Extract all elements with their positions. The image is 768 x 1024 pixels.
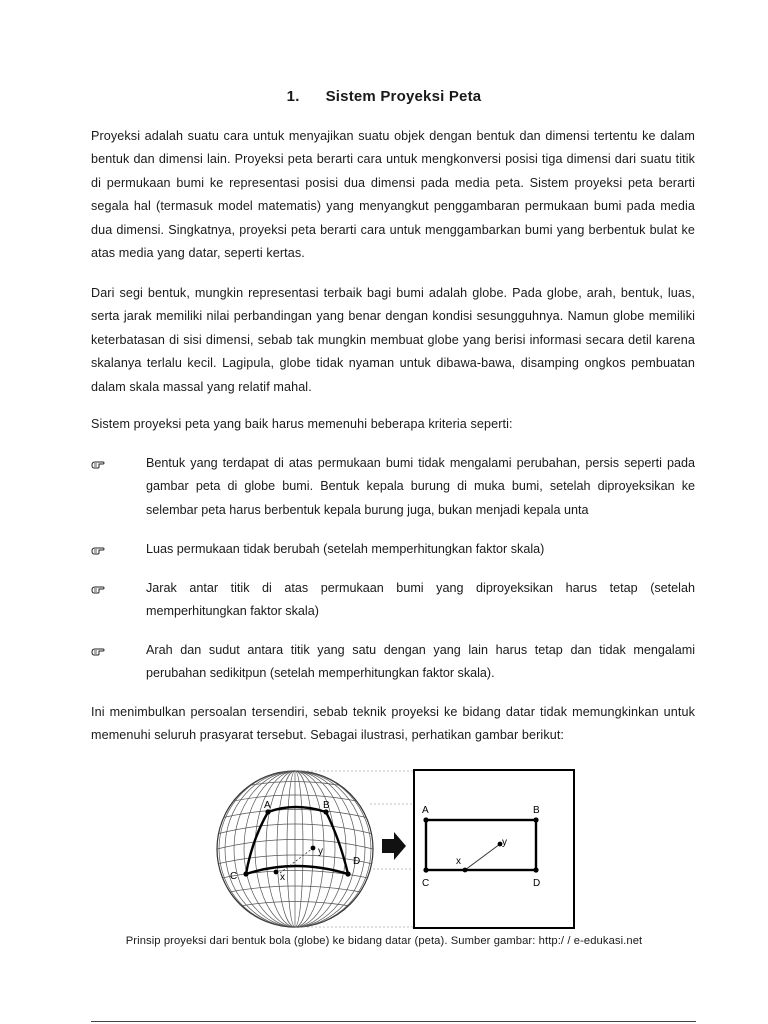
map-label-a: A [422,805,429,816]
projection-figure [210,764,580,934]
pointing-hand-icon [91,584,105,594]
globe-illustration [217,771,373,927]
map-label-x: x [456,856,461,867]
globe-label-a: A [264,800,271,811]
pointing-hand-icon [91,459,105,469]
footer-divider [91,1021,696,1022]
map-label-c: C [422,878,430,889]
criteria-text: Jarak antar titik di atas permukaan bumi yang diproyeksikan harus tetap (setelah memperhitungkan faktor skala) [146,581,695,619]
section-heading [0,88,768,105]
criteria-text: Arah dan sudut antara titik yang satu dengan yang lain harus tetap dan tidak mengalami perubahan sedikitpun (setelah memperhitungkan faktor skala). [146,643,695,681]
figure-caption: Prinsip proyeksi dari bentuk bola (globe) ke bidang datar (peta). Sumber gambar: http:/ / e-edukasi.net [125,935,643,947]
globe-label-x: x [280,872,285,883]
paragraph-definition: Proyeksi adalah suatu cara untuk menyajikan suatu objek dengan bentuk dan dimensi tertentu ke dalam bentuk dan dimensi lain. Proyeksi peta berarti cara untuk mengkonversi posisi tiga dimensi dari suatu titik di permukaan bumi ke representasi posisi dua dimensi pada media peta. Sistem proyeksi peta berarti segala hal (termasuk model matematis) yang menyangkut penggambaran permukaan bumi pada media dua dimensi. Singkatnya, proyeksi peta berarti cara untuk menggambarkan bumi yang berbentuk bulat ke atas media yang datar, seperti kertas. [91,129,695,261]
paragraph-illustration: Ini menimbulkan persoalan tersendiri, sebab teknik proyeksi ke bidang datar tidak memungkinkan untuk memenuhi seluruh prasyarat tersebut. Sebagai ilustrasi, perhatikan gambar berikut: [91,705,695,743]
flat-map-illustration [414,770,574,928]
map-label-y: y [502,837,507,848]
pointing-hand-icon [91,646,105,656]
globe-label-y: y [318,846,323,857]
paragraph-globe: Dari segi bentuk, mungkin representasi terbaik bagi bumi adalah globe. Pada globe, arah, bentuk, luas, serta jarak memiliki nilai perbandingan yang benar dengan kondisi sesungguhnya. Namun globe memiliki keterbatasan di sisi dimensi, sebab tak mungkin membuat globe yang berisi informasi secara detil karena skalanya terlalu kecil. Lagipula, globe tidak nyaman untuk dibawa-bawa, disamping ongkos pembuatan dalam skala massal yang relatif mahal. [91,286,695,394]
paragraph-criteria-intro: Sistem proyeksi peta yang baik harus memenuhi beberapa kriteria seperti: [91,417,513,431]
criteria-text: Bentuk yang terdapat di atas permukaan bumi tidak mengalami perubahan, persis seperti pada gambar peta di globe bumi. Bentuk kepala burung di muka bumi, setelah diproyeksikan ke selembar peta harus berbentuk kepala burung juga, bukan menjadi kepala unta [146,456,695,517]
section-number: 1. [286,88,300,105]
map-label-d: D [533,878,541,889]
globe-label-b: B [323,800,330,811]
criteria-text: Luas permukaan tidak berubah (setelah memperhitungkan faktor skala) [146,542,545,556]
map-label-b: B [533,805,540,816]
globe-label-c: C [230,871,238,882]
right-arrow-icon [382,832,406,860]
section-title: Sistem Proyeksi Peta [325,88,482,105]
globe-label-d: D [353,856,361,867]
pointing-hand-icon [91,545,105,555]
